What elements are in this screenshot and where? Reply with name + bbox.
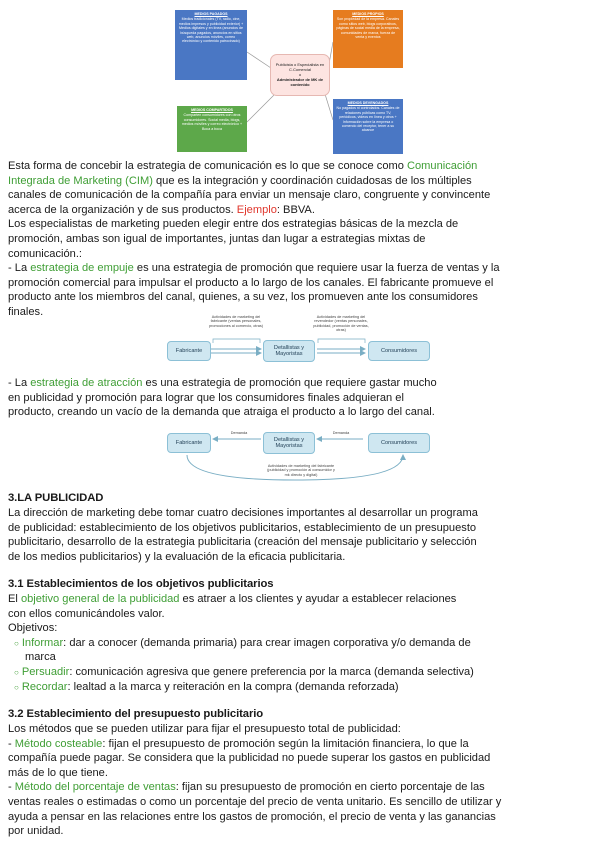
text-span: : BBVA. xyxy=(276,203,315,216)
owned-media-box xyxy=(333,10,403,68)
pull-paragraph-line1 xyxy=(8,376,437,391)
inform-term: Informar xyxy=(21,636,64,649)
retailers-box: Detallistas y Mayoristas xyxy=(263,432,315,454)
media-types-diagram xyxy=(175,2,405,155)
text-span: es atraer a los clientes y ayudar a establecer relaciones xyxy=(179,593,457,605)
cim-paragraph-line3: canales de comunicación de la compañía para enviar un mensaje claro, congruente y convincente xyxy=(8,189,491,202)
cim-paragraph-line4 xyxy=(8,203,315,218)
method-percentage-line2: ventas reales o estimadas o como un porcentaje del precio de venta unitario. Es sencillo de utilizar y xyxy=(8,796,502,808)
cim-term-cont: Integrada de Marketing (CIM) xyxy=(8,174,153,187)
push-paragraph-line1 xyxy=(8,261,500,276)
text-span: : fijan su presupuesto de promoción en cierto porcentaje de las xyxy=(175,781,485,794)
pull-strategy-diagram xyxy=(165,428,435,492)
persuade-term: Persuadir xyxy=(21,666,70,678)
pull-paragraph-line3: producto, creando un vacío de la demanda que atraiga el producto a lo largo del canal. xyxy=(8,406,435,419)
method-affordable-line2: compañía puede pagar. Se considera que la publicidad no puede superar los gastos en publicidad xyxy=(8,752,491,765)
objective-remind xyxy=(14,680,399,696)
text-span: El xyxy=(8,593,21,605)
percentage-method-term: Método del porcentaje de ventas xyxy=(14,781,176,794)
manufacturer-consumer-activities-note: Actividades de marketing del fabricante (publicidad y promoción al consumidor y mk directo y digital) xyxy=(267,464,335,477)
pull-paragraph-line2: en publicidad y promoción para lograr que los consumidores finales adquieran el xyxy=(8,391,404,404)
push-paragraph-line3: producto ante los miembros del canal, quienes, a su vez, los promueven ante los consumidores xyxy=(8,291,478,304)
paid-media-box xyxy=(175,10,247,80)
manufacturer-box: Fabricante xyxy=(167,433,211,453)
manufacturer-box: Fabricante xyxy=(167,341,211,361)
example-label: Ejemplo xyxy=(236,203,277,216)
cim-term: Comunicación xyxy=(406,160,478,172)
text-span: : lealtad a la marca y reiteración en la compra (demanda reforzada) xyxy=(67,680,399,693)
strategies-paragraph-line2: promoción, ambas son igual de importantes, juntas dan lugar a estrategias mixtas de xyxy=(8,233,426,245)
strategies-paragraph-line3: comunicación.: xyxy=(8,247,82,260)
section-3-1-line2: con ellos comunicándoles valor. xyxy=(8,607,165,620)
push-strategy-term: estrategia de empuje xyxy=(30,262,134,275)
cim-paragraph-line1 xyxy=(8,159,477,174)
text-span: acerca de la organización y de sus productos. xyxy=(8,203,237,216)
text-span: - La xyxy=(8,377,31,389)
method-percentage-line1 xyxy=(8,780,485,795)
method-affordable-line1 xyxy=(8,737,469,752)
bullet-icon: ○ xyxy=(14,682,19,692)
earned-media-title: MEDIOS DEVENGADOS xyxy=(347,101,389,105)
section-3-line4: de los medios publicitarios) y la evaluación de la eficacia publicitaria. xyxy=(8,550,346,563)
consumers-box: Consumidores xyxy=(368,341,430,361)
push-paragraph-line2: promoción comercial para impulsar el producto a lo largo de los canales. El fabricante promueve el xyxy=(8,276,494,289)
text-span: que es la integración y coordinación cuidadosas de los múltiples xyxy=(152,174,472,187)
text-span: - La xyxy=(8,262,31,275)
central-role-line2: o xyxy=(298,72,302,77)
shared-media-box xyxy=(177,106,247,152)
text-span: es una estrategia de promoción que requiere gastar mucho xyxy=(142,377,437,389)
section-3-2-line1: Los métodos que se pueden utilizar para fijar el presupuesto total de publicidad: xyxy=(8,723,401,735)
bullet-icon: ○ xyxy=(14,638,19,648)
reseller-activities-note: Actividades de marketing del revendedor (ventas personales, publicidad, promoción de ventas, otras) xyxy=(313,315,369,333)
method-affordable-line3: más de lo que tiene. xyxy=(8,766,108,779)
demand-label-right: Demanda xyxy=(332,431,350,435)
method-percentage-line4: por unidad. xyxy=(8,825,64,838)
objectives-label: Objetivos: xyxy=(8,622,58,635)
objective-inform-cont: marca xyxy=(25,651,56,664)
bullet-icon: ○ xyxy=(14,668,19,677)
retailers-box: Detallistas y Mayoristas xyxy=(263,340,315,362)
manufacturer-activities-note: Actividades de marketing del fabricante (ventas personales, promociones al comercio, otras) xyxy=(208,315,264,328)
strategies-paragraph-line1: Los especialistas de marketing pueden elegir entre dos estrategias básicas de la mezcla de xyxy=(8,218,459,231)
text-span: es una estrategia de promoción que requiere usar la fuerza de ventas y la xyxy=(133,262,500,275)
central-role-line1: Publicista o Especialista en C.Comercial xyxy=(275,62,325,72)
push-strategy-diagram xyxy=(165,313,435,365)
section-3-line2: de publicidad: establecimiento de los objetivos publicitarios, establecimiento de un presupuesto xyxy=(8,521,477,534)
method-percentage-line3: ayuda a pensar en las relaciones entre los gastos de promoción, el precio de venta y las ganancias xyxy=(8,810,496,823)
text-span: Esta forma de concebir la estrategia de comunicación es lo que se conoce como xyxy=(8,160,407,172)
text-span: : dar a conocer (demanda primaria) para crear imagen corporativa y/o demanda de xyxy=(63,636,471,649)
section-3-1-line1 xyxy=(8,592,456,607)
consumers-box: Consumidores xyxy=(368,433,430,453)
affordable-method-term: Método costeable xyxy=(14,737,103,750)
earned-media-box xyxy=(333,99,403,154)
general-objective-term: objetivo general de la publicidad xyxy=(20,593,180,605)
shared-media-text: Comparten consumidores con otros consumidores. Social media, blogs, medios móviles y correo electrónico + Boca a boca xyxy=(181,113,243,131)
owned-media-text: Son propiedad de la empresa. Canales como sitios web, blogs corporativos, páginas de social media de la empresa, comunidades de marca, fuerza de venta y eventos xyxy=(336,17,400,40)
paid-media-title: MEDIOS PAGADOS xyxy=(194,12,228,16)
earned-media-text: No pagados ni controlados. Canales de relaciones públicas como TV, periódicos, videos en línea y otros + Información sobre la empresa o comercio del receptor, tener a su alcance xyxy=(336,106,400,133)
section-3-title: 3.LA PUBLICIDAD xyxy=(8,492,104,504)
objective-inform xyxy=(14,636,471,652)
section-3-2-title: 3.2 Establecimiento del presupuesto publicitario xyxy=(8,708,264,720)
text-span: - xyxy=(8,737,15,750)
section-3-line3: publicitario, desarrollo de la estrategia publicitaria (creación del mensaje publicitario y selección xyxy=(8,536,477,549)
central-role-box xyxy=(270,54,330,96)
central-role-line3: Administrador de MK de contenido xyxy=(276,77,324,87)
demand-label-left: Demanda xyxy=(230,431,248,435)
text-span: : fijan el presupuesto de promoción según la limitación financiera, lo que la xyxy=(102,737,469,750)
shared-media-title: MEDIOS COMPARTIDOS xyxy=(191,108,233,112)
objective-persuade xyxy=(14,665,474,681)
paid-media-text: Medios tradicionales (TV, radio, cine, medios impresos y publicidad exterior) + Medios digitales y en línea (anuncios de búsqueda pagados, anuncios en sitios web, anuncios móviles, correo electrónico y contenido patrocinado) xyxy=(178,17,244,44)
cim-paragraph-line2 xyxy=(8,174,472,189)
text-span: : comunicación agresiva que genere preferencia por la marca (demanda selectiva) xyxy=(69,666,474,678)
push-paragraph-line4: finales. xyxy=(8,306,44,318)
section-3-line1: La dirección de marketing debe tomar cuatro decisiones importantes al desarrollar un programa xyxy=(8,507,478,519)
section-3-1-title: 3.1 Establecimientos de los objetivos publicitarios xyxy=(8,578,274,590)
text-span: - xyxy=(8,781,15,794)
pull-strategy-term: estrategia de atracción xyxy=(30,377,143,389)
remind-term: Recordar xyxy=(21,680,68,693)
owned-media-title: MEDIOS PROPIOS xyxy=(352,12,384,16)
